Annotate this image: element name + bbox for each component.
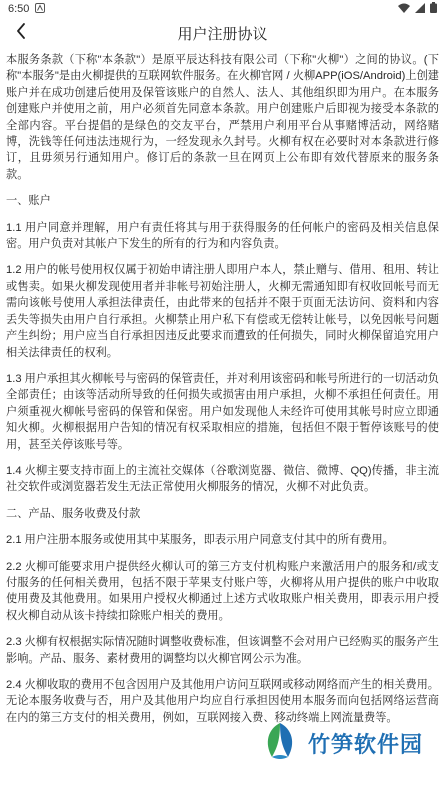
nav-bar [0, 18, 445, 48]
back-arrow-icon [16, 23, 26, 44]
section-heading-account: 一、账户 [6, 195, 51, 208]
intro-paragraph: 本服务条款（下称"本条款"）是原平辰达科技有限公司（下称"火柳"）之间的协议。(下称"本服务"是由火柳提供的互联网软件服务。在火柳官网 / 火柳APP(iOS/Android)上创建账户并在成功创建后使用及保管该账户的自然人、法人、其他组织即为用户。在本服务创建账户并使用之前，用户必须首先同意本条款。用户创建账户后即视为接受本条款的全部内容。平台提倡的是绿色的交友平台，严禁用户利用平台从事赌博活动，网络赌博，洗钱等任何违法违规行为，一经发现永久封号。火柳有权在必要时对本条款进行修订，且毋须另行通知用户。修订后的条款一旦在网页上公布即有效代替原来的服务条款。 [6, 54, 439, 181]
clause-2-2: 2.2 火柳可能要求用户提供经火柳认可的第三方支付机构账户来激活用户的服务和/或支付服务的任何相关费用，包括不限于苹果支付账户等，火柳将从用户提供的账户中收取使用费及其他费用。如果用户授权火柳通过上述方式收取账户相关费用，即表示用户授权火柳自动从该卡持续扣除账户相关的费用。 [6, 560, 439, 622]
page-title: 用户注册协议 [177, 25, 268, 43]
clause-1-1: 1.1 用户同意并理解，用户有责任将其与用于获得服务的任何帐户的密码及相关信息保密。用户负责对其帐户下发生的所有的行为和内容负责。 [6, 221, 439, 251]
clause-1-4: 1.4 火柳主要支持市面上的主流社交媒体（谷歌浏览器、微信、微博、QQ)传播，非主流社交软件或浏览器若发生无法正常使用火柳服务的情况，火柳不对此负责。 [6, 464, 439, 494]
back-button[interactable] [8, 18, 34, 48]
clause-2-3: 2.3 火柳有权根据实际情况随时调整收费标准，但该调整不会对用户已经购买的服务产生影响。产品、服务、素材费用的调整均以火柳官网公示为准。 [6, 636, 439, 665]
wifi-icon [398, 3, 410, 16]
status-bar [0, 0, 445, 18]
android-notification-icon [35, 3, 45, 16]
agreement-body[interactable] [0, 48, 445, 726]
clause-2-4: 2.4 火柳收取的费用不包含因用户及其他用户访问互联网或移动网络而产生的相关费用。无论本服务收费与否，用户及其他用户均应自行承担因使用本服务而向包括网络运营商在内的第三方支付的相关费用，例如，互联网接入费、移动终端上网流量费等。 [6, 679, 439, 724]
clause-1-3: 1.3 用户承担其火柳帐号与密码的保管责任，并对利用该密码和帐号所进行的一切活动负全部责任；由该等活动所导致的任何损失或损害由用户承担，火柳不承担任何责任。用户须重视火柳帐号密码的保管和保密。用户如发现他人未经许可使用其帐号时应立即通知火柳。火柳根据用户告知的情况有权采取相应的措施，包括但不限于暂停该账号的使用，甚至关停该账号等。 [6, 372, 439, 451]
bamboo-logo-icon [258, 719, 302, 768]
cell-signal-icon [415, 3, 425, 16]
watermark [258, 712, 442, 774]
clause-2-1: 2.1 用户注册本服务或使用其中某服务，即表示用户同意支付其中的所有费用。 [6, 534, 394, 547]
watermark-text: 竹笋软件园 [308, 731, 424, 757]
clause-1-2: 1.2 用户的帐号使用权仅属于初始申请注册人即用户本人，禁止赠与、借用、租用、转让或售卖。如果火柳发现使用者并非帐号初始注册人，火柳无需通知即有权收回帐号而无需向该帐号使用人承担法律责任，由此带来的包括并不限于页面无法访问、资料和内容丢失等损失由用户自行承担。火柳禁止用户私下有偿或无偿转让帐号，以免因帐号问题产生纠纷；用户应当自行承担因违反此要求而遭致的任何损失，同时火柳保留追究用户相关法律责任的权利。 [6, 264, 439, 359]
status-time: 6:50 [8, 3, 30, 15]
section-heading-fees: 二、产品、服务收费及付款 [6, 507, 141, 520]
battery-icon [430, 2, 437, 16]
